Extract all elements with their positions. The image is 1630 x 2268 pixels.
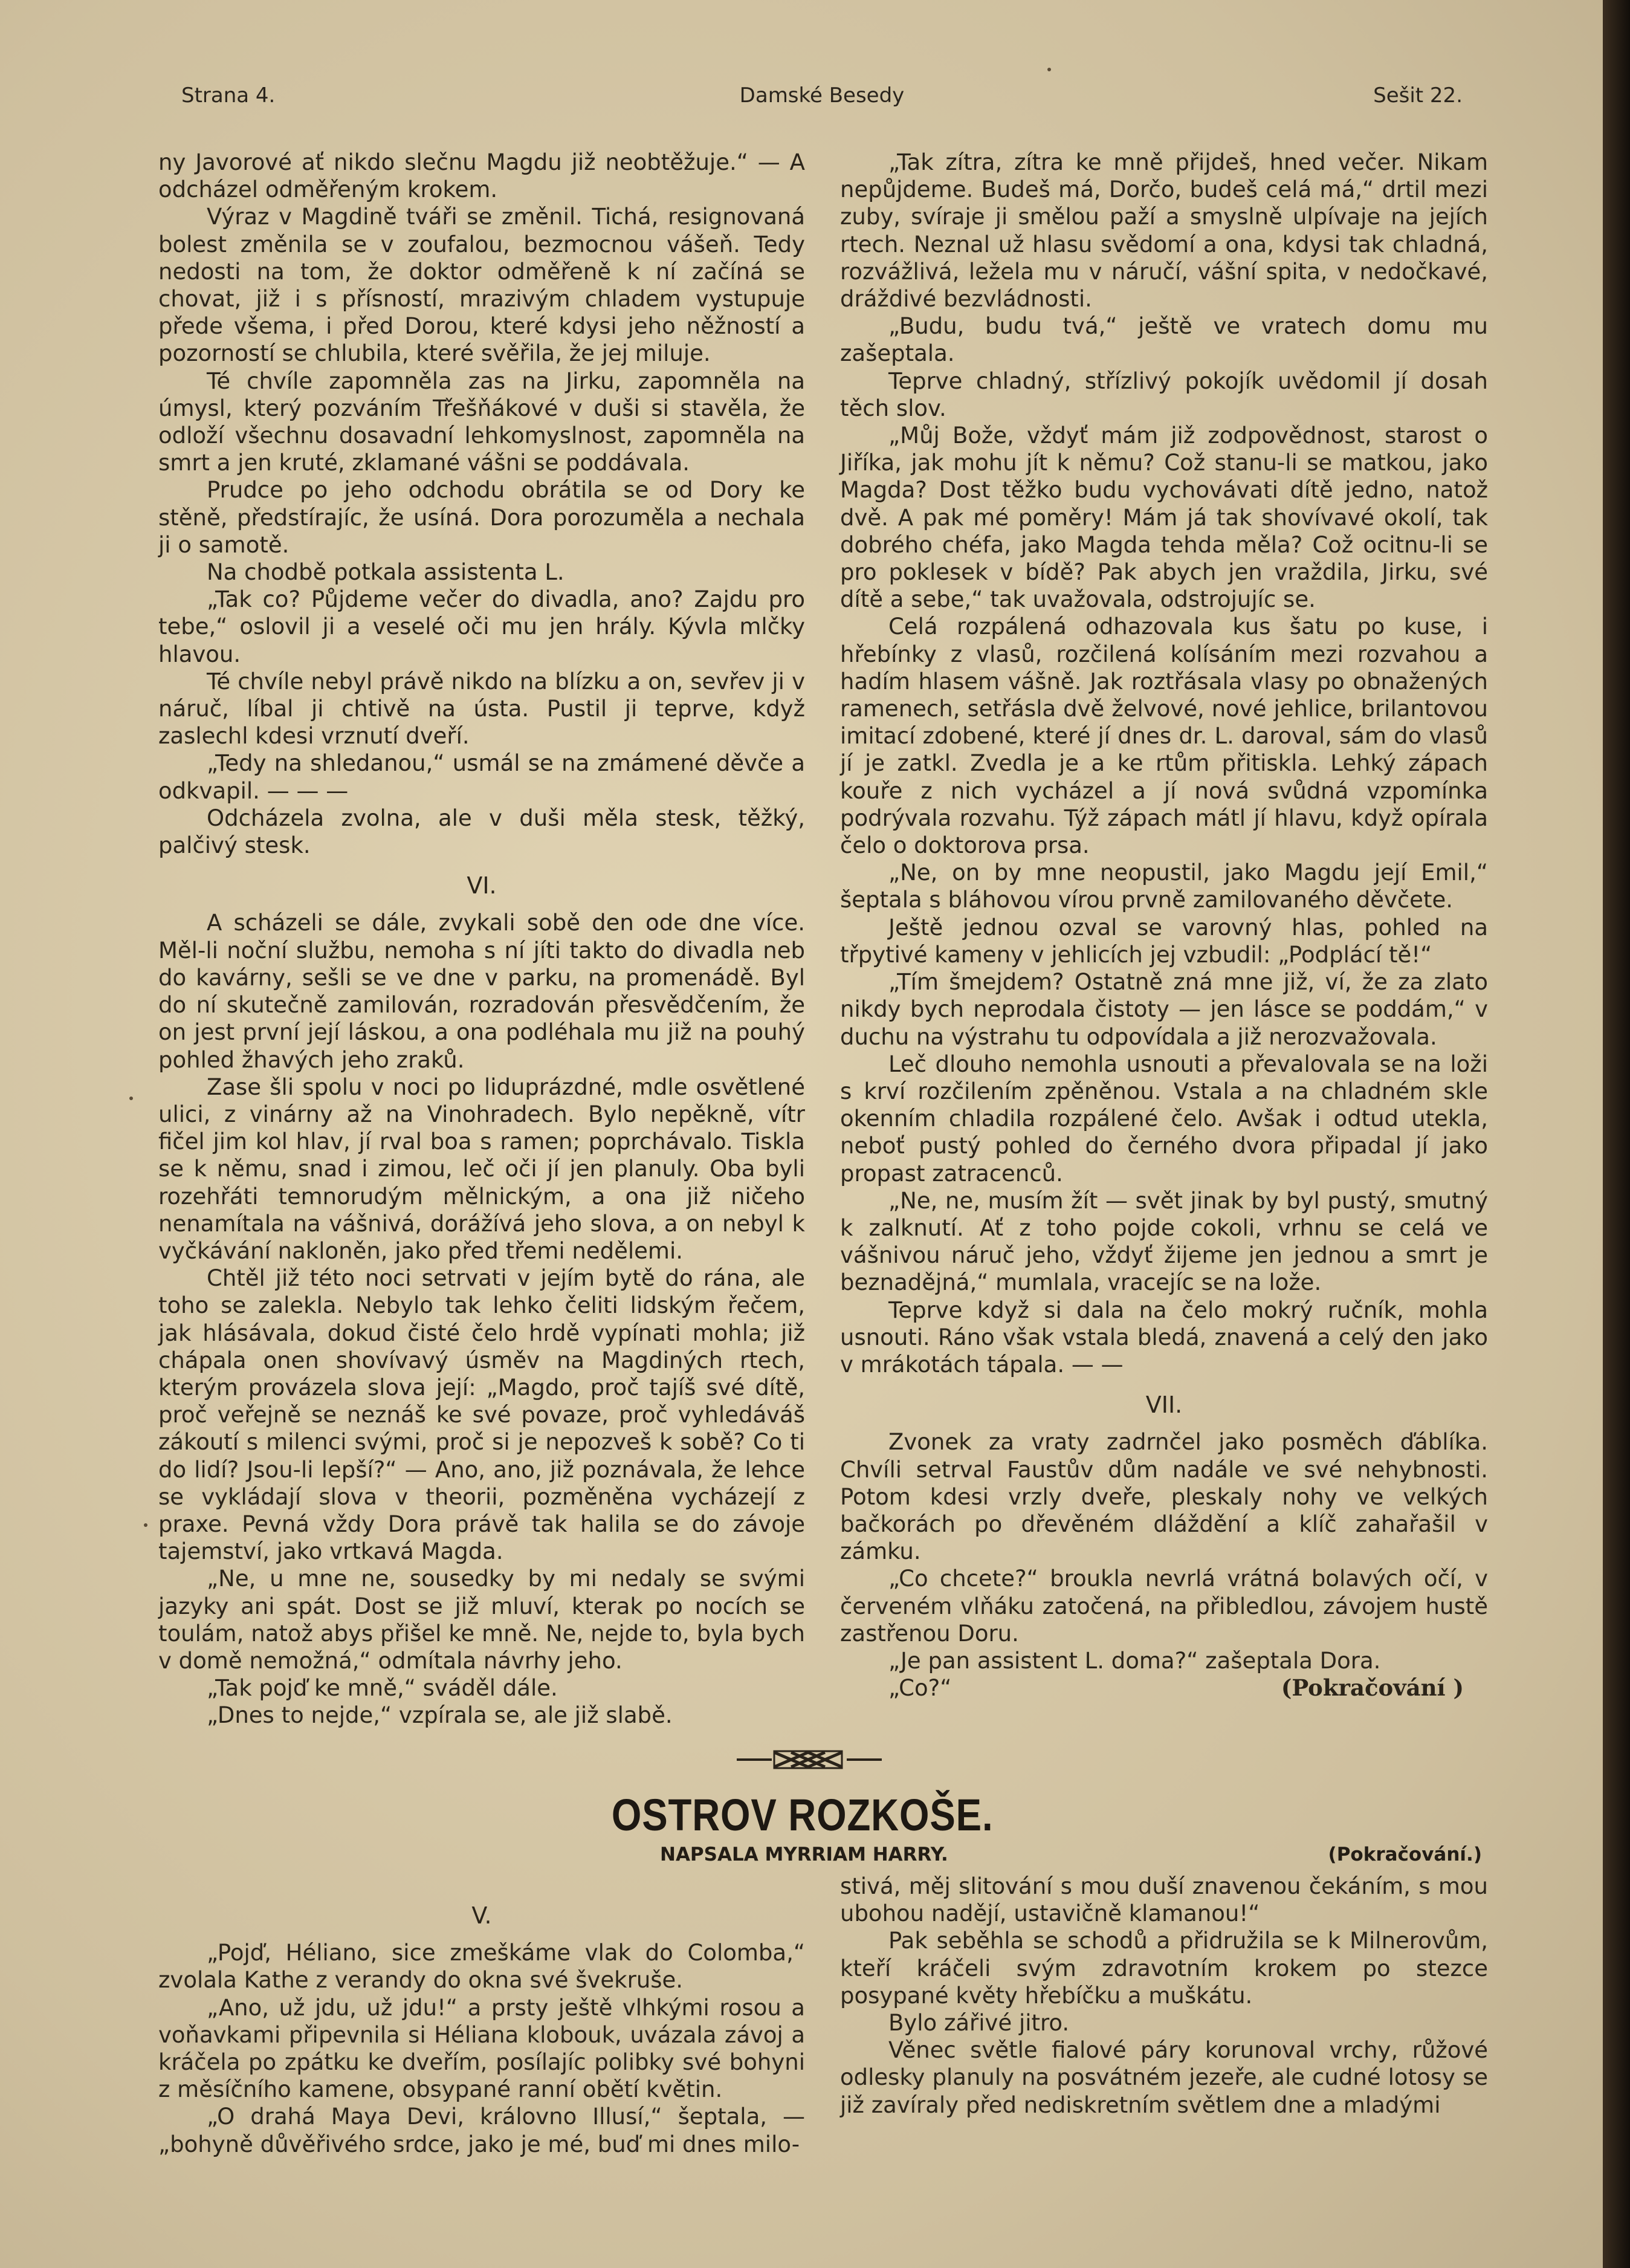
speck — [1047, 68, 1051, 71]
column-top-left — [158, 149, 805, 1729]
paragraph: Teprve chladný, střízlivý pokojík uvědomil jí dosah těch slov. — [840, 368, 1488, 421]
paragraph: Bylo zářivé jitro. — [888, 2010, 1070, 2036]
paragraph: „Je pan assistent L. doma?“ zašeptala Dora. — [888, 1647, 1381, 1674]
paragraph: Celá rozpálená odhazovala kus šatu po kuse, i hřebínky z vlasů, rozčilená kolísáním mezi rozvahou a hadím hlasem vášně. Jak roztřásala vlasy po obnažených ramenech, setřásla dvě želvové, nové jehlice, brilantovou imitací zdobené, které jí dnes dr. L. daroval, sám do vlasů jí je zatkl. Zvedla je a ke rtům přitiskla. Lehký zápach kouře z nich vycházel a jí nová svůdná vzpomínka podrývala rozvahu. Týž zápach mátl jí hlavu, když opírala čelo o doktorova prsa. — [840, 614, 1488, 859]
paragraph: ny Javorové ať nikdo slečnu Magdu již neobtěžuje.“ — A odcházel odměřeným krokem. — [158, 149, 805, 203]
speck — [129, 1097, 133, 1100]
paragraph: „Co?“ — [888, 1675, 952, 1702]
paragraph: „Pojď, Héliano, sice zmeškáme vlak do Colomba,“ zvolala Kathe z verandy do okna své švekruše. — [158, 1940, 805, 1994]
paragraph: „Tak zítra, zítra ke mně přijdeš, hned večer. Nikam nepůjdeme. Budeš má, Dorčo, budeš celá má,“ drtil mezi zuby, svíraje ji smělou paží a smyslně ulpívaje na jejích rtech. Neznal už hlasu svědomí a ona, kdysi tak chladná, rozvážlivá, ležela mu v náručí, vášní spita, v nedočkavé, dráždivé bezvládnosti. — [840, 149, 1488, 313]
paragraph: Prudce po jeho odchodu obrátila se od Dory ke stěně, předstírajíc, že usíná. Dora porozuměla a nechala ji o samotě. — [158, 477, 805, 558]
column-bottom-left — [158, 1889, 805, 2158]
paragraph: Zase šli spolu v noci po liduprázdné, mdle osvětlené ulici, z vinárny až na Vinohradech. Bylo nepěkně, vítr fičel jim kol hlav, jí rval boa s ramen; poprchávalo. Tiskla se k němu, snad i zimou, leč oči jí jen planuly. Oba byli rozehřáti temnorudým mělnickým, a ona již ničeho nenamítala na vášnivá, dorážívá jeho slova, a on nebyl k vyčkávání nakloněn, jako před třemi nedělemi. — [158, 1074, 805, 1264]
paragraph: „Můj Bože, vždyť mám již zodpovědnost, starost o Jiříka, jak mohu jít k němu? Což stanu-li se matkou, jako Magda? Dost těžko budu vychovávati dítě jedno, natož dvě. A pak mé poměry! Mám já tak shovívavé okolí, tak dobrého chéfa, jako Magda tehda měla? Což ocitnu-li se pro poklesek v bídě? Pak abych jen vraždila, Jirku, své dítě a sebe,“ tak uvažovala, odstrojujíc se. — [840, 423, 1488, 613]
paragraph: „Budu, budu tvá,“ ještě ve vratech domu mu zašeptala. — [840, 313, 1488, 367]
paragraph: „Tak pojď ke mně,“ sváděl dále. — [207, 1675, 558, 1702]
paragraph: Na chodbě potkala assistenta L. — [207, 559, 564, 586]
paragraph: Teprve když si dala na čelo mokrý ručník, mohla usnouti. Ráno však vstala bledá, znavená a celý den jako v mrákotách tápala. — — — [840, 1297, 1488, 1378]
continuation-note: (Pokračování ) — [1281, 1674, 1464, 1702]
paragraph: Věnec světle fialové páry korunoval vrchy, růžové odlesky planuly na posvátném jezeře, ale cudné lotosy se již zavíraly před nediskretním světlem dne a mladými — [840, 2037, 1488, 2118]
page-number: Strana 4. — [181, 83, 276, 108]
section-heading: VII. — [1145, 1392, 1183, 1419]
book-spine — [1603, 0, 1630, 2268]
ornament-divider — [737, 1748, 882, 1772]
paragraph: Leč dlouho nemohla usnouti a převalovala se na loži s krví rozčilením zpěněnou. Vstala a na chladném skle okenním chladila rozpálené čelo. Avšak i odtud utekla, neboť pustý pohled do černého dvora připadal jí jako propast zatracenců. — [840, 1051, 1488, 1187]
paragraph: „Ne, ne, musím žít — svět jinak by byl pustý, smutný k zalknutí. Ať z toho pojde cokoli, vrhnu se celá ve vášnivou náruč jeho, vždyť žijeme jen jednou a smrt je beznadějná,“ mumlala, vracejíc se na lože. — [840, 1187, 1488, 1296]
paragraph: Ještě jednou ozval se varovný hlas, pohled na třpytivé kameny v jehlicích jej vzbudil: „Podplácí tě!“ — [840, 914, 1488, 968]
paragraph: stivá, měj slitování s mou duší znavenou čekáním, s mou ubohou nadějí, ustavičně klamanou!“ — [840, 1873, 1488, 1927]
speck — [144, 1523, 147, 1527]
paragraph: „Co chcete?“ broukla nevrlá vrátná bolavých očí, v červeném vlňáku zatočená, na přibledlou, závojem hustě zastřenou Doru. — [840, 1566, 1488, 1647]
column-top-right — [840, 149, 1488, 1702]
paragraph: „Ano, už jdu, už jdu!“ a prsty ještě vlhkými rosou a voňavkami připevnila si Héliana klobouk, uvázala závoj a kráčela po zpátku ke dveřím, posílajíc polibky své bohyni z měsíčního kamene, obsypané ranní obětí květin. — [158, 1994, 805, 2103]
paragraph: A scházeli se dále, zvykali sobě den ode dne více. Měl-li noční službu, nemoha s ní jíti takto do divadla neb do kavárny, sešli se ve dne v parku, na promenádě. Byl do ní skutečně zamilován, rozradován přesvědčením, že on jest první její láskou, a ona podléhala mu již na pouhý pohled žhavých jeho zraků. — [158, 910, 805, 1073]
page-header — [181, 83, 1463, 120]
paragraph: Té chvíle zapomněla zas na Jirku, zapomněla na úmysl, který pozváním Třešňákové v duši si stavěla, že odloží všechnu dosavadní lehkomyslnost, zapomněla na smrt a jen kruté, zklamané vášni se poddávala. — [158, 368, 805, 476]
paragraph: Pak seběhla se schodů a přidružila se k Milnerovům, kteří kráčeli svým zdravotním krokem po stezce posypané květy hřebíčku a muškátu. — [840, 1928, 1488, 2009]
paragraph: „O drahá Maya Devi, královno Illusí,“ šeptala, — „bohyně důvěřivého srdce, jako je mé, buď mi dnes milo- — [158, 2104, 805, 2157]
paragraph: „Ne, on by mne neopustil, jako Magdu její Emil,“ šeptala s bláhovou vírou prvně zamilovaného děvčete. — [840, 860, 1488, 913]
story-title: OSTROV ROZKOŠE. — [611, 1790, 994, 1840]
paragraph: Chtěl již této noci setrvati v jejím bytě do rána, ale toho se zalekla. Nebylo tak lehko čeliti lidským řečem, jak hlásávala, dokud čisté čelo hrdě vypínati mohla; již chápala onen shovívavý úsměv na Magdiných rtech, kterým provázela slova její: „Magdo, proč tajíš své dítě, proč veřejně se neznáš ke své povaze, proč vyhledáváš zákoutí s milenci svými, proč si je nepozveš k sobě? Co ti do lidí? Jsou-li lepší?“ — Ano, ano, již poznávala, že lehce se vykládají slova v theorii, pozměněna vycházejí z praxe. Pevná vždy Dora právě tak halila se do závoje tajemství, jako vrtkavá Magda. — [158, 1265, 805, 1565]
paragraph: Odcházela zvolna, ale v duši měla stesk, těžký, palčivý stesk. — [158, 805, 805, 859]
paragraph: „Dnes to nejde,“ vzpírala se, ale již slabě. — [207, 1702, 673, 1729]
section-heading: VI. — [467, 872, 497, 899]
paragraph: „Tím šmejdem? Ostatně zná mne již, ví, že za zlato nikdy bych neprodala čistoty — jen lásce se poddám,“ v duchu na výstrahu tu odpovídala a již nerozvažovala. — [840, 969, 1488, 1050]
paragraph: Zvonek za vraty zadrnčel jako posměch ďáblíka. Chvíli setrval Faustův dům nadále ve své nehybnosti. Potom kdesi vrzly dveře, pleskaly nohy ve velkých bačkorách po dřevěném dláždění a klíč zahařašil v zámku. — [840, 1429, 1488, 1565]
column-bottom-right — [840, 1873, 1488, 2119]
magazine-title: Damské Besedy — [739, 83, 905, 108]
paragraph: „Ne, u mne ne, sousedky by mi nedaly se svými jazyky ani spát. Dost se již mluví, kterak po nocích se toulám, natož abys přišel ke mně. Ne, nejde to, byla bych v domě nemožná,“ odmítala návrhy jeho. — [158, 1566, 805, 1674]
story-author: NAPSALA MYRRIAM HARRY. — [660, 1844, 948, 1865]
paragraph: Výraz v Magdině tváři se změnil. Tichá, resignovaná bolest změnila se v zoufalou, bezmocnou vášeň. Tedy nedosti na tom, že doktor odměřeně k ní začíná se chovat, již i s přísností, mrazivým chladem vystupuje přede všema, i před Dorou, které kdysi jeho něžností a pozorností se chlubila, které svěřila, že jej miluje. — [158, 204, 805, 367]
paragraph: Té chvíle nebyl právě nikdo na blízku a on, sevřev ji v náruč, líbal ji chtivě na ústa. Pustil ji teprve, když zaslechl kdesi vrznutí dveří. — [158, 668, 805, 750]
story-continuation-note: (Pokračování.) — [1328, 1844, 1482, 1865]
section-heading: V. — [471, 1902, 492, 1929]
paragraph: „Tedy na shledanou,“ usmál se na zmámené děvče a odkvapil. — — — — [158, 750, 805, 804]
issue-number: Sešit 22. — [1373, 83, 1463, 108]
paragraph: „Tak co? Půjdeme večer do divadla, ano? Zajdu pro tebe,“ oslovil ji a veselé oči mu jen hrály. Kývla mlčky hlavou. — [158, 586, 805, 667]
